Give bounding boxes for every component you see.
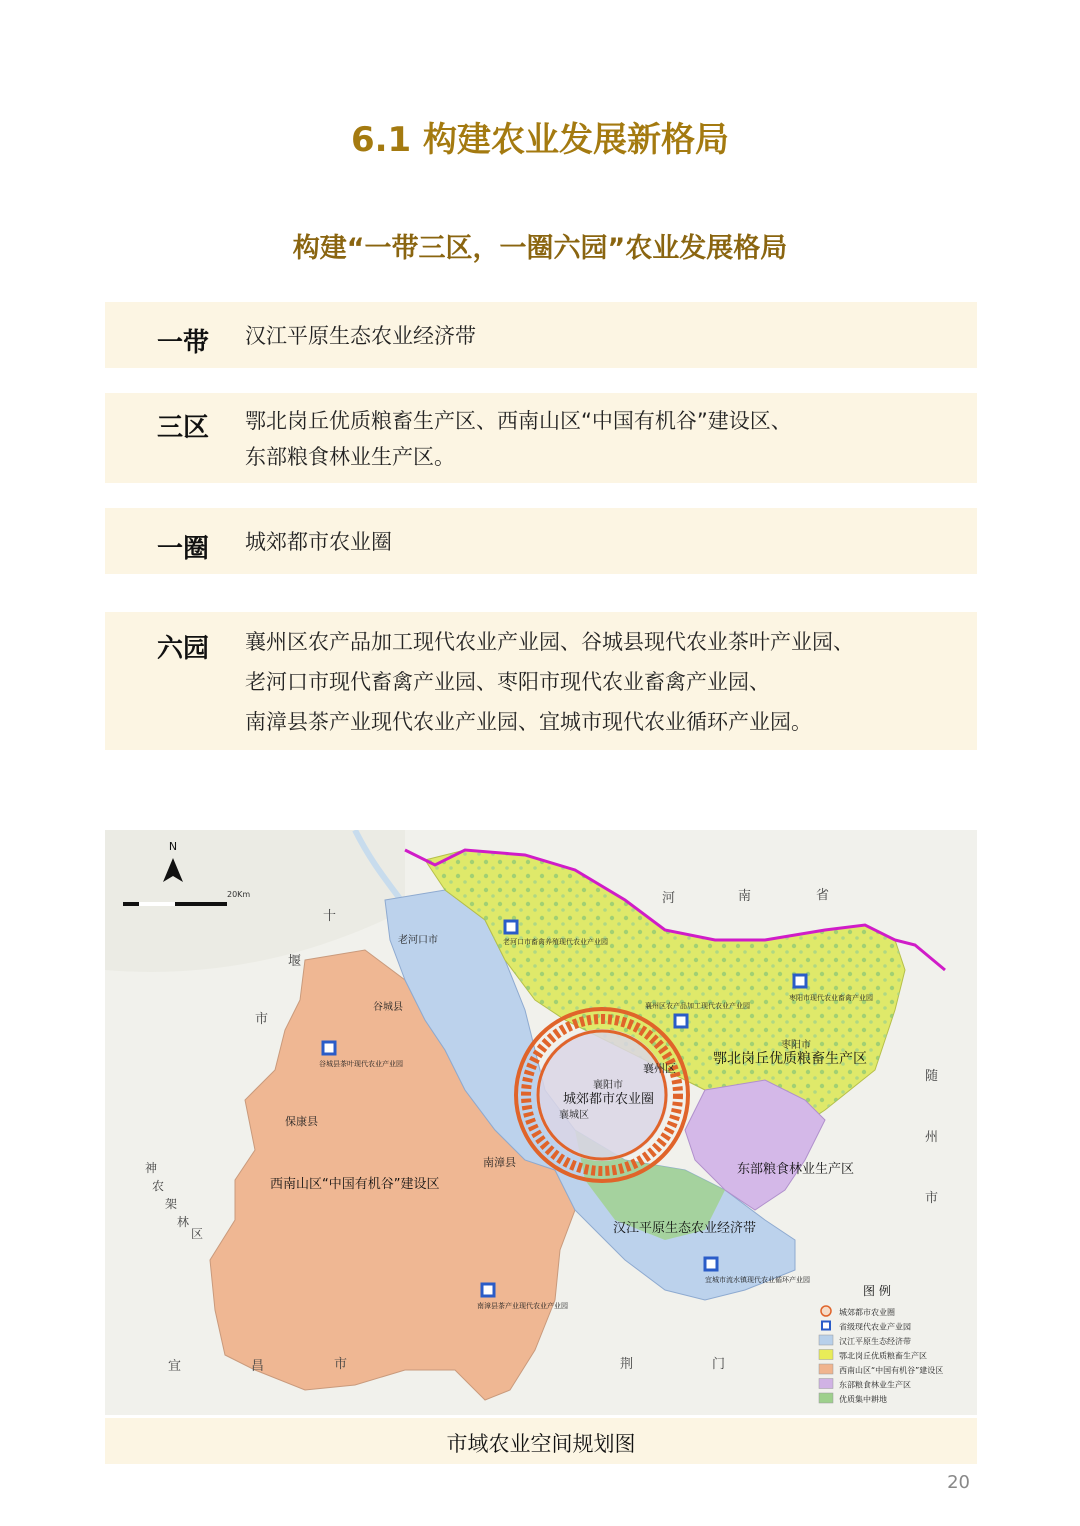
- neighbor-henan-2: 南: [738, 889, 752, 904]
- legend-item: [819, 1379, 911, 1390]
- map-caption: 市域农业空间规划图: [446, 1432, 636, 1456]
- place-gucheng: 谷城县: [373, 1002, 403, 1013]
- neighbor-henan-1: 河: [662, 891, 676, 906]
- legend-label: 汉江平原生态经济带: [839, 1337, 911, 1346]
- row-label: 一圈: [157, 534, 210, 564]
- legend-label: 鄂北岗丘优质粮畜生产区: [839, 1351, 927, 1361]
- place-nanzhang: 南漳县: [483, 1156, 516, 1169]
- legend-label: 省级现代农业产业园: [839, 1322, 911, 1332]
- row-text: 老河口市现代畜禽产业园、枣阳市现代农业畜禽产业园、: [245, 670, 770, 694]
- row-text: 东部粮食林业生产区。: [245, 445, 455, 469]
- legend-label: 西南山区“中国有机谷”建设区: [839, 1366, 944, 1375]
- page-number: 20: [947, 1472, 970, 1493]
- svg-text:20Km: 20Km: [227, 890, 251, 899]
- row-text: 汉江平原生态农业经济带: [245, 324, 476, 348]
- row-label: 三区: [157, 413, 210, 443]
- row-text: 襄州区农产品加工现代农业产业园、谷城县现代农业茶叶产业园、: [245, 630, 854, 654]
- legend-swatch: [819, 1335, 833, 1345]
- neighbor-suizhou-3: 市: [925, 1191, 939, 1206]
- legend-swatch: [819, 1364, 833, 1374]
- row-text: 鄂北岗丘优质粮畜生产区、西南山区“中国有机谷”建设区、: [245, 409, 792, 433]
- neighbor-henan-3: 省: [816, 888, 830, 903]
- agri-spatial-map: [105, 830, 977, 1415]
- legend-swatch: [819, 1393, 833, 1403]
- map-svg: [105, 830, 977, 1415]
- legend-swatch: [821, 1306, 831, 1316]
- zone-label-xinan: 西南山区“中国有机谷”建设区: [270, 1177, 440, 1192]
- pattern-row-yidai: [105, 302, 977, 368]
- page-title: 6.1 构建农业发展新格局: [350, 120, 730, 160]
- zone-label-dongbu: 东部粮食林业生产区: [737, 1162, 855, 1177]
- place-xiangyang: 襄阳市: [593, 1080, 623, 1091]
- neighbor-snj-2: 农: [152, 1179, 165, 1193]
- svg-text:N: N: [168, 840, 178, 853]
- legend-label: 东部粮食林业生产区: [839, 1380, 911, 1390]
- svg-text:南漳县茶产业现代农业产业园: 南漳县茶产业现代农业产业园: [477, 1302, 568, 1310]
- pattern-row-sanqu: [105, 393, 977, 483]
- neighbor-snj-1: 神: [145, 1161, 158, 1175]
- legend-title: 图 例: [863, 1284, 891, 1298]
- neighbor-snj-4: 林: [177, 1215, 190, 1229]
- neighbor-yichang-3: 市: [334, 1357, 348, 1372]
- zone-label-ebei: 鄂北岗丘优质粮畜生产区: [713, 1051, 867, 1067]
- row-label: 六园: [157, 634, 210, 664]
- section-subtitle: 构建“一带三区，一圈六园”农业发展格局: [292, 233, 788, 264]
- legend-item: [819, 1335, 911, 1346]
- neighbor-jingmen-1: 荆: [620, 1357, 634, 1372]
- place-xiangcheng: 襄城区: [559, 1110, 589, 1121]
- neighbor-jingmen-2: 门: [712, 1357, 726, 1372]
- legend-label: 城郊都市农业圈: [839, 1308, 895, 1317]
- place-baokang: 保康县: [285, 1115, 318, 1128]
- place-laohekou: 老河口市: [398, 935, 438, 946]
- neighbor-yichang-1: 宜: [168, 1359, 182, 1374]
- neighbor-shiyan-2: 堰: [288, 954, 302, 969]
- zone-label-chengjiao: 城郊都市农业圈: [563, 1092, 655, 1107]
- place-xiangzhou: 襄州区: [643, 1062, 676, 1075]
- legend-label: 优质集中耕地: [839, 1395, 887, 1404]
- neighbor-suizhou-1: 随: [925, 1069, 939, 1084]
- svg-text:老河口市畜禽养殖现代农业产业园: 老河口市畜禽养殖现代农业产业园: [503, 938, 608, 946]
- neighbor-yichang-2: 昌: [251, 1359, 265, 1374]
- row-text: 城郊都市农业圈: [245, 530, 392, 554]
- legend-swatch: [819, 1379, 833, 1389]
- legend-swatch: [822, 1322, 830, 1330]
- zone-label-hanjiang: 汉江平原生态农业经济带: [613, 1221, 757, 1236]
- place-zaoyang: 枣阳市: [781, 1040, 811, 1051]
- legend-swatch: [819, 1350, 833, 1360]
- svg-text:襄州区农产品加工现代农业产业园: 襄州区农产品加工现代农业产业园: [645, 1002, 750, 1010]
- pattern-row-liuyuan: [105, 612, 977, 750]
- neighbor-shiyan-3: 市: [255, 1012, 269, 1027]
- svg-text:谷城县茶叶现代农业产业园: 谷城县茶叶现代农业产业园: [319, 1060, 403, 1068]
- neighbor-snj-3: 架: [165, 1197, 178, 1211]
- row-label: 一带: [157, 328, 210, 358]
- legend-item: [819, 1393, 887, 1404]
- row-text: 南漳县茶产业现代农业产业园、宜城市现代农业循环产业园。: [245, 710, 812, 734]
- neighbor-snj-5: 区: [191, 1227, 204, 1241]
- svg-text:宜城市流水镇现代农业循环产业园: 宜城市流水镇现代农业循环产业园: [705, 1276, 810, 1284]
- neighbor-shiyan-1: 十: [323, 909, 337, 924]
- svg-text:枣阳市现代农业畜禽产业园: 枣阳市现代农业畜禽产业园: [789, 994, 873, 1002]
- neighbor-suizhou-2: 州: [925, 1130, 939, 1145]
- caption-bar: [105, 1418, 977, 1464]
- pattern-row-yiquan: [105, 508, 977, 574]
